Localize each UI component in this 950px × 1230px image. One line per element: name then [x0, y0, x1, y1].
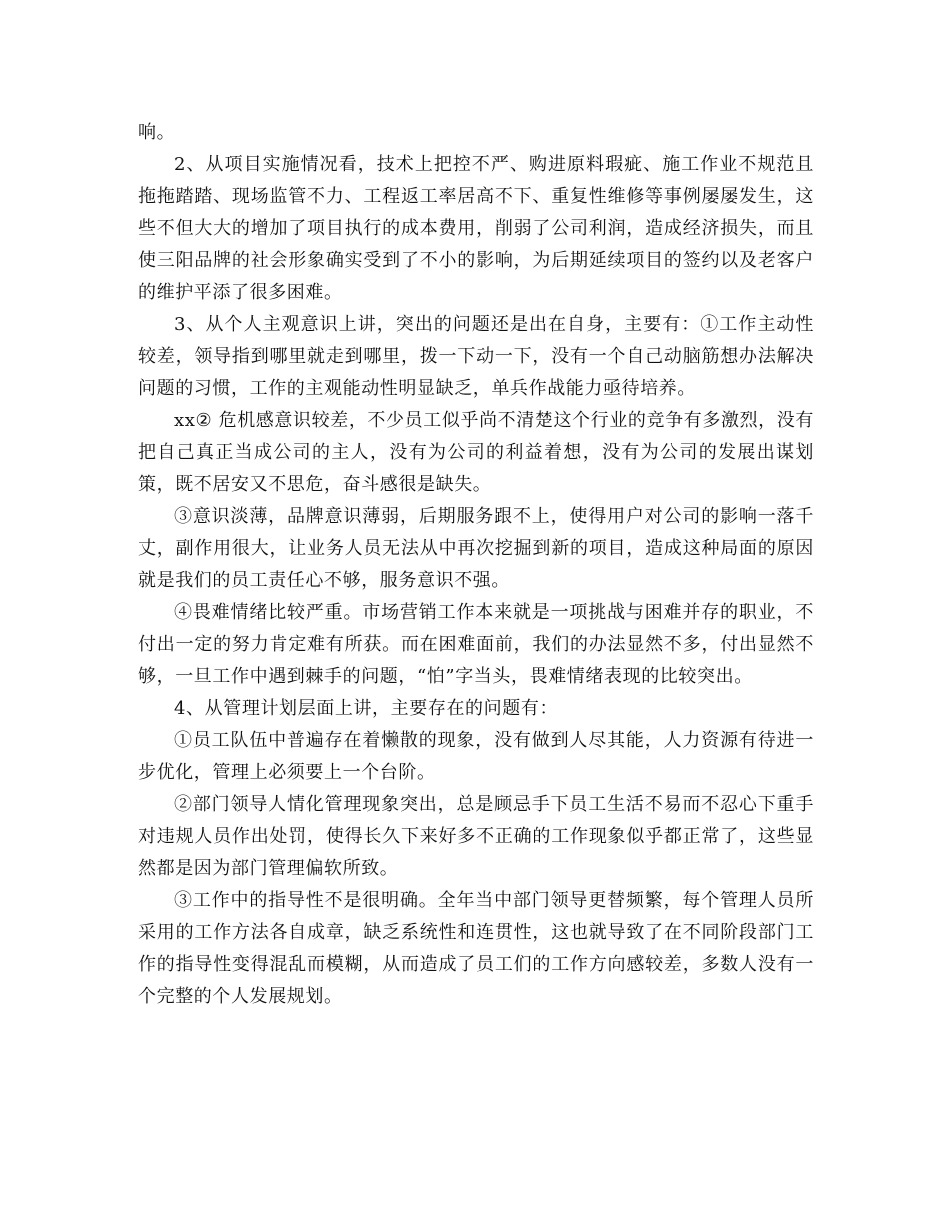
paragraph-lenient-management: ②部门领导人情化管理现象突出，总是顾忌手下员工生活不易而不忍心下重手对违规人员作出处罚，使得长久下来好多不正确的工作现象似乎都正常了，这些显然都是因为部门管理偏软所致。: [138, 794, 814, 879]
paragraph-continuation: 响。: [138, 122, 176, 143]
paragraph-fear-of-difficulty: ④畏难情绪比较严重。市场营销工作本来就是一项挑战与困难并存的职业，不付出一定的努力肯定难有所获。而在困难面前，我们的办法显然不多，付出显然不够，一旦工作中遇到棘手的问题，“怕”字当头，畏难情绪表现的比较突出。: [138, 602, 814, 687]
paragraph-personal-awareness: 3、从个人主观意识上讲，突出的问题还是出在自身，主要有：①工作主动性较差，领导指到哪里就走到哪里，拨一下动一下，没有一个自己动脑筋想办法解决问题的习惯，工作的主观能动性明显缺乏，单兵作战能力亟待培养。: [138, 314, 814, 399]
paragraph-staff-laziness: ①员工队伍中普遍存在着懒散的现象，没有做到人尽其能，人力资源有待进一步优化，管理上必须要上一个台阶。: [138, 730, 814, 783]
paragraph-management-heading: 4、从管理计划层面上讲，主要存在的问题有：: [174, 698, 559, 719]
paragraph-crisis-awareness: xx② 危机感意识较差，不少员工似乎尚不清楚这个行业的竞争有多激烈，没有把自己真正当成公司的主人，没有为公司的利益着想，没有为公司的发展出谋划策，既不居安又不思危，奋斗感很是缺失。: [138, 410, 814, 495]
paragraph-brand-awareness: ③意识淡薄，品牌意识薄弱，后期服务跟不上，使得用户对公司的影响一落千丈，副作用很大，让业务人员无法从中再次挖掘到新的项目，造成这种局面的原因就是我们的员工责任心不够，服务意识不强。: [138, 506, 814, 591]
paragraph-unclear-guidance: ③工作中的指导性不是很明确。全年当中部门领导更替频繁，每个管理人员所采用的工作方法各自成章，缺乏系统性和连贯性，这也就导致了在不同阶段部门工作的指导性变得混乱而模糊，从而造成了员工们的工作方向感较差，多数人没有一个完整的个人发展规划。: [138, 890, 814, 1007]
document-body: [138, 117, 814, 1013]
paragraph-project-implementation: 2、从项目实施情况看，技术上把控不严、购进原料瑕疵、施工作业不规范且拖拖踏踏、现场监管不力、工程返工率居高不下、重复性维修等事例屡屡发生，这些不但大大的增加了项目执行的成本费用，削弱了公司利润，造成经济损失，而且使三阳品牌的社会形象确实受到了不小的影响，为后期延续项目的签约以及老客户的维护平添了很多困难。: [138, 154, 814, 303]
